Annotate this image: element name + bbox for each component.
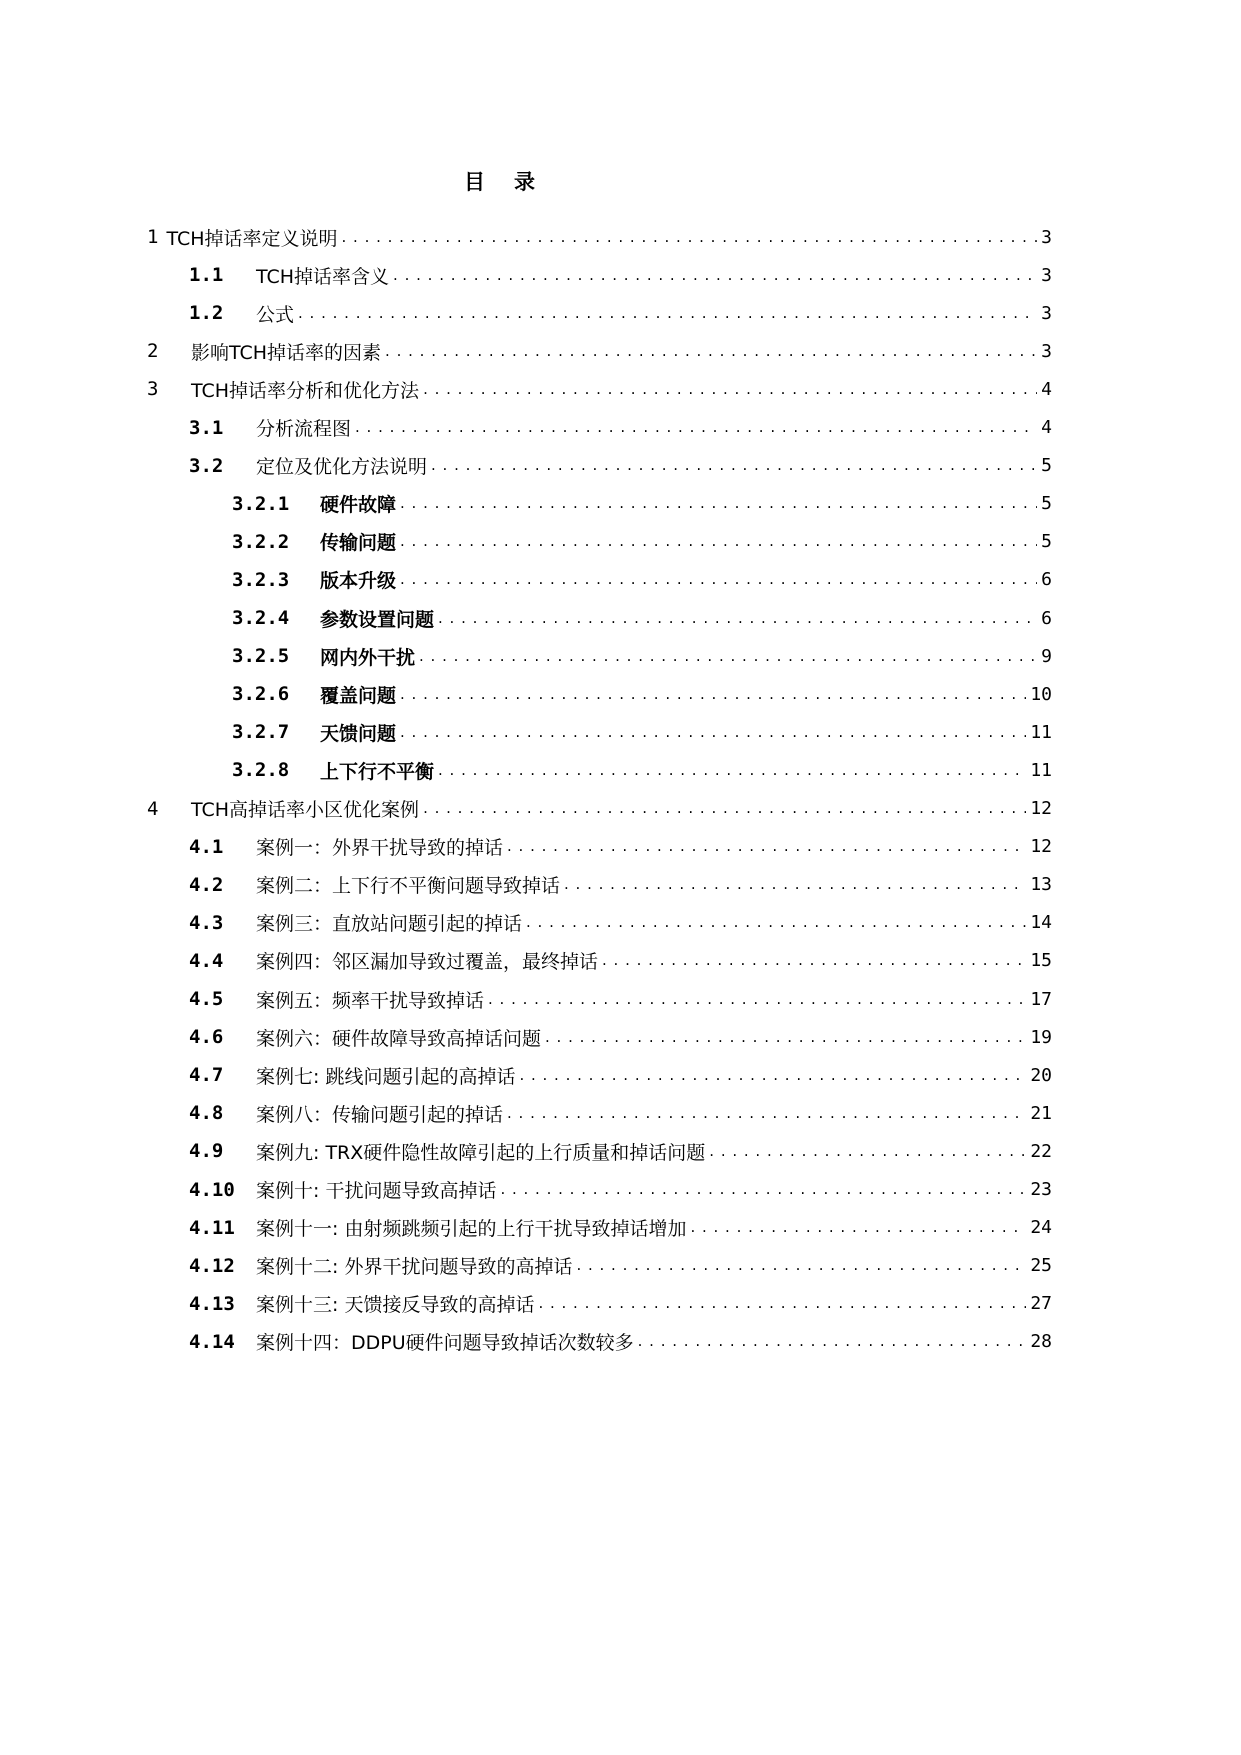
toc-entry-label: 案例六：硬件故障导致高掉话问题: [256, 1027, 542, 1050]
toc-entry[interactable]: [189, 1289, 1052, 1319]
toc-dot-leader: [500, 1180, 1026, 1199]
toc-entry[interactable]: [147, 794, 1052, 824]
toc-entry-label: TCH掉话率分析和优化方法: [191, 379, 420, 402]
toc-dot-leader: [342, 228, 1038, 247]
toc-entry-page: 3: [1041, 302, 1052, 324]
toc-entry[interactable]: [232, 603, 1052, 633]
toc-entry-label: 硬件故障: [320, 494, 397, 517]
toc-dot-leader: [400, 532, 1037, 551]
toc-entry-number: 1: [147, 226, 159, 248]
toc-entry[interactable]: [189, 832, 1052, 862]
toc-entry-page: 3: [1041, 264, 1052, 286]
toc-dot-leader: [400, 570, 1037, 589]
toc-entry-page: 3: [1041, 226, 1052, 248]
toc-entry-number: 4.8: [189, 1102, 224, 1125]
toc-entry-label: 案例十二: 外界干扰问题导致的高掉话: [256, 1256, 573, 1279]
toc-entry[interactable]: [189, 1327, 1052, 1357]
toc-dot-leader: [564, 875, 1026, 894]
toc-entry-number: 3.2.2: [232, 530, 290, 553]
toc-entry[interactable]: [232, 565, 1052, 595]
toc-dot-leader: [507, 1104, 1026, 1123]
toc-entry-label: 参数设置问题: [320, 608, 435, 631]
toc-entry[interactable]: [189, 984, 1052, 1014]
toc-entry-label: 案例七: 跳线问题引起的高掉话: [256, 1065, 516, 1088]
toc-entry[interactable]: [189, 870, 1052, 900]
toc-entry-page: 5: [1041, 531, 1052, 553]
toc-dot-leader: [298, 304, 1037, 323]
toc-entry-page: 13: [1030, 874, 1052, 896]
toc-title-char-1: 目: [464, 170, 486, 194]
toc-dot-leader: [400, 494, 1037, 513]
toc-entry[interactable]: [189, 1136, 1052, 1166]
toc-entry-number: 3.1: [189, 416, 224, 439]
toc-entry-label: 案例十一: 由射频跳频引起的上行干扰导致掉话增加: [256, 1218, 687, 1241]
toc-entry-page: 3: [1041, 340, 1052, 362]
toc-entry-page: 9: [1041, 645, 1052, 667]
toc-entry-number: 4.9: [189, 1140, 224, 1163]
toc-entry-label: 覆盖问题: [320, 684, 397, 707]
toc-dot-leader: [690, 1218, 1026, 1237]
toc-title-char-2: 录: [514, 170, 536, 194]
toc-entry-label: 案例一：外界干扰导致的掉话: [256, 837, 504, 860]
toc-entry-number: 1.2: [189, 302, 224, 325]
toc-entry-number: 4.4: [189, 949, 224, 972]
toc-entry[interactable]: [189, 1251, 1052, 1281]
toc-entry-label: TCH掉话率定义说明: [166, 227, 338, 250]
toc-entry[interactable]: [147, 374, 1052, 404]
toc-entry-number: 3.2.3: [232, 568, 290, 591]
toc-entry[interactable]: [189, 946, 1052, 976]
toc-entry-number: 4.3: [189, 911, 224, 934]
toc-entry-page: 4: [1041, 378, 1052, 400]
toc-dot-leader: [431, 456, 1037, 475]
toc-entry[interactable]: [189, 908, 1052, 938]
toc-entry-page: 21: [1030, 1102, 1052, 1124]
toc-entry-page: 20: [1030, 1064, 1052, 1086]
toc-entry-number: 3.2: [189, 454, 224, 477]
toc-dot-leader: [519, 1066, 1026, 1085]
toc-entry-number: 1.1: [189, 264, 224, 287]
toc-dot-leader: [438, 761, 1026, 780]
toc-entry[interactable]: [189, 1060, 1052, 1090]
toc-entry[interactable]: [147, 222, 1052, 252]
toc-entry[interactable]: [232, 717, 1052, 747]
toc-dot-leader: [538, 1294, 1026, 1313]
toc-dot-leader: [545, 1028, 1026, 1047]
toc-dot-leader: [385, 342, 1037, 361]
toc-entry-page: 15: [1030, 950, 1052, 972]
toc-entry-number: 4.12: [189, 1254, 235, 1277]
toc-entry-page: 14: [1030, 912, 1052, 934]
toc-entry-page: 11: [1030, 721, 1052, 743]
toc-entry-label: 案例十四：DDPU硬件问题导致掉话次数较多: [256, 1332, 634, 1355]
toc-entry-label: 案例三：直放站问题引起的掉话: [256, 913, 523, 936]
toc-entry-number: 4.10: [189, 1178, 235, 1201]
toc-entry[interactable]: [189, 413, 1052, 443]
toc-entry-number: 4.6: [189, 1026, 224, 1049]
toc-dot-leader: [400, 685, 1026, 704]
toc-entry-number: 4: [147, 797, 159, 820]
toc-entry-label: 案例十三: 天馈接反导致的高掉话: [256, 1294, 535, 1317]
toc-entry-label: 案例九: TRX硬件隐性故障引起的上行质量和掉话问题: [256, 1141, 706, 1164]
toc-dot-leader: [638, 1332, 1027, 1351]
toc-entry-label: 定位及优化方法说明: [256, 456, 428, 479]
toc-entry-number: 3.2.6: [232, 683, 290, 706]
toc-entry-label: 案例十: 干扰问题导致高掉话: [256, 1180, 497, 1202]
toc-entry-page: 12: [1030, 836, 1052, 858]
toc-entry-label: 天馈问题: [320, 722, 397, 745]
toc-entry[interactable]: [232, 641, 1052, 671]
toc-dot-leader: [526, 913, 1026, 932]
toc-entry-label: 案例五：频率干扰导致掉话: [256, 989, 485, 1012]
toc-dot-leader: [507, 837, 1026, 856]
toc-entry[interactable]: [189, 260, 1052, 290]
toc-entry-page: 19: [1030, 1026, 1052, 1048]
toc-dot-leader: [576, 1256, 1026, 1275]
toc-entry[interactable]: [232, 489, 1052, 519]
toc-entry-label: 案例四：邻区漏加导致过覆盖，最终掉话: [256, 951, 599, 974]
toc-dot-leader: [709, 1142, 1026, 1161]
toc-entry-page: 17: [1030, 988, 1052, 1010]
toc-entry-number: 4.11: [189, 1216, 235, 1239]
toc-entry-number: 4.13: [189, 1292, 235, 1315]
toc-entry[interactable]: [147, 336, 1052, 366]
toc-entry-label: 案例八：传输问题引起的掉话: [256, 1103, 504, 1126]
toc-entry-page: 6: [1041, 569, 1052, 591]
toc-entry-label: 上下行不平衡: [320, 760, 435, 783]
toc-entry-page: 6: [1041, 607, 1052, 629]
toc-entry[interactable]: [189, 1175, 1052, 1205]
toc-dot-leader: [400, 723, 1026, 742]
toc-dot-leader: [602, 951, 1026, 970]
toc-entry-page: 11: [1030, 759, 1052, 781]
toc-entry-label: 分析流程图: [256, 418, 352, 440]
toc-entry-page: 25: [1030, 1255, 1052, 1277]
toc-entry-page: 5: [1041, 455, 1052, 477]
toc-entry-number: 3: [147, 378, 159, 401]
toc-entry-label: 版本升级: [320, 570, 397, 593]
toc-dot-leader: [438, 609, 1037, 628]
toc-dot-leader: [355, 418, 1037, 437]
toc-entry-label: 案例二：上下行不平衡问题导致掉话: [256, 875, 561, 898]
toc-entry-page: 12: [1030, 798, 1052, 819]
toc-entry[interactable]: [189, 1213, 1052, 1243]
toc-dot-leader: [423, 799, 1026, 818]
toc-entry-number: 4.7: [189, 1064, 224, 1087]
toc-entry[interactable]: [189, 298, 1052, 328]
toc-entry[interactable]: [189, 1098, 1052, 1128]
toc-entry-number: 4.2: [189, 873, 224, 896]
toc-entry-number: 3.2.4: [232, 607, 290, 629]
toc-entry-number: 3.2.1: [232, 492, 290, 515]
toc-entry-label: 传输问题: [320, 532, 397, 555]
toc-entry-label: 网内外干扰: [320, 646, 416, 669]
toc-entry-number: 3.2.5: [232, 645, 290, 668]
toc-entry-page: 5: [1041, 493, 1052, 515]
toc-entry-page: 23: [1030, 1179, 1052, 1200]
toc-entry-label: 影响TCH掉话率的因素: [191, 341, 382, 364]
toc-entry-number: 3.2.7: [232, 721, 290, 744]
toc-entry-page: 24: [1030, 1217, 1052, 1239]
toc-entry-label: TCH掉话率含义: [256, 265, 390, 288]
toc-dot-leader: [423, 380, 1037, 399]
toc-entry[interactable]: [232, 679, 1052, 709]
toc-entry-number: 4.14: [189, 1330, 235, 1353]
toc-entry[interactable]: [189, 451, 1052, 481]
toc-entry-page: 10: [1030, 683, 1052, 705]
toc-entry-label: TCH高掉话率小区优化案例: [191, 799, 420, 821]
toc-title: [0, 166, 1000, 196]
toc-dot-leader: [393, 266, 1037, 285]
toc-entry[interactable]: [189, 1022, 1052, 1052]
toc-entry-number: 4.5: [189, 988, 224, 1010]
toc-entry-page: 28: [1030, 1331, 1052, 1353]
toc-entry-page: 27: [1030, 1293, 1052, 1315]
toc-entry-page: 4: [1041, 417, 1052, 438]
toc-entry[interactable]: [232, 527, 1052, 557]
toc-dot-leader: [488, 990, 1026, 1009]
toc-entry-label: 公式: [256, 303, 295, 326]
toc-entry-number: 4.1: [189, 835, 224, 858]
toc-entry-number: 2: [147, 340, 159, 363]
toc-dot-leader: [419, 647, 1037, 666]
toc-entry-number: 3.2.8: [232, 759, 290, 782]
toc-entry-page: 22: [1030, 1140, 1052, 1162]
toc-entry[interactable]: [232, 755, 1052, 785]
